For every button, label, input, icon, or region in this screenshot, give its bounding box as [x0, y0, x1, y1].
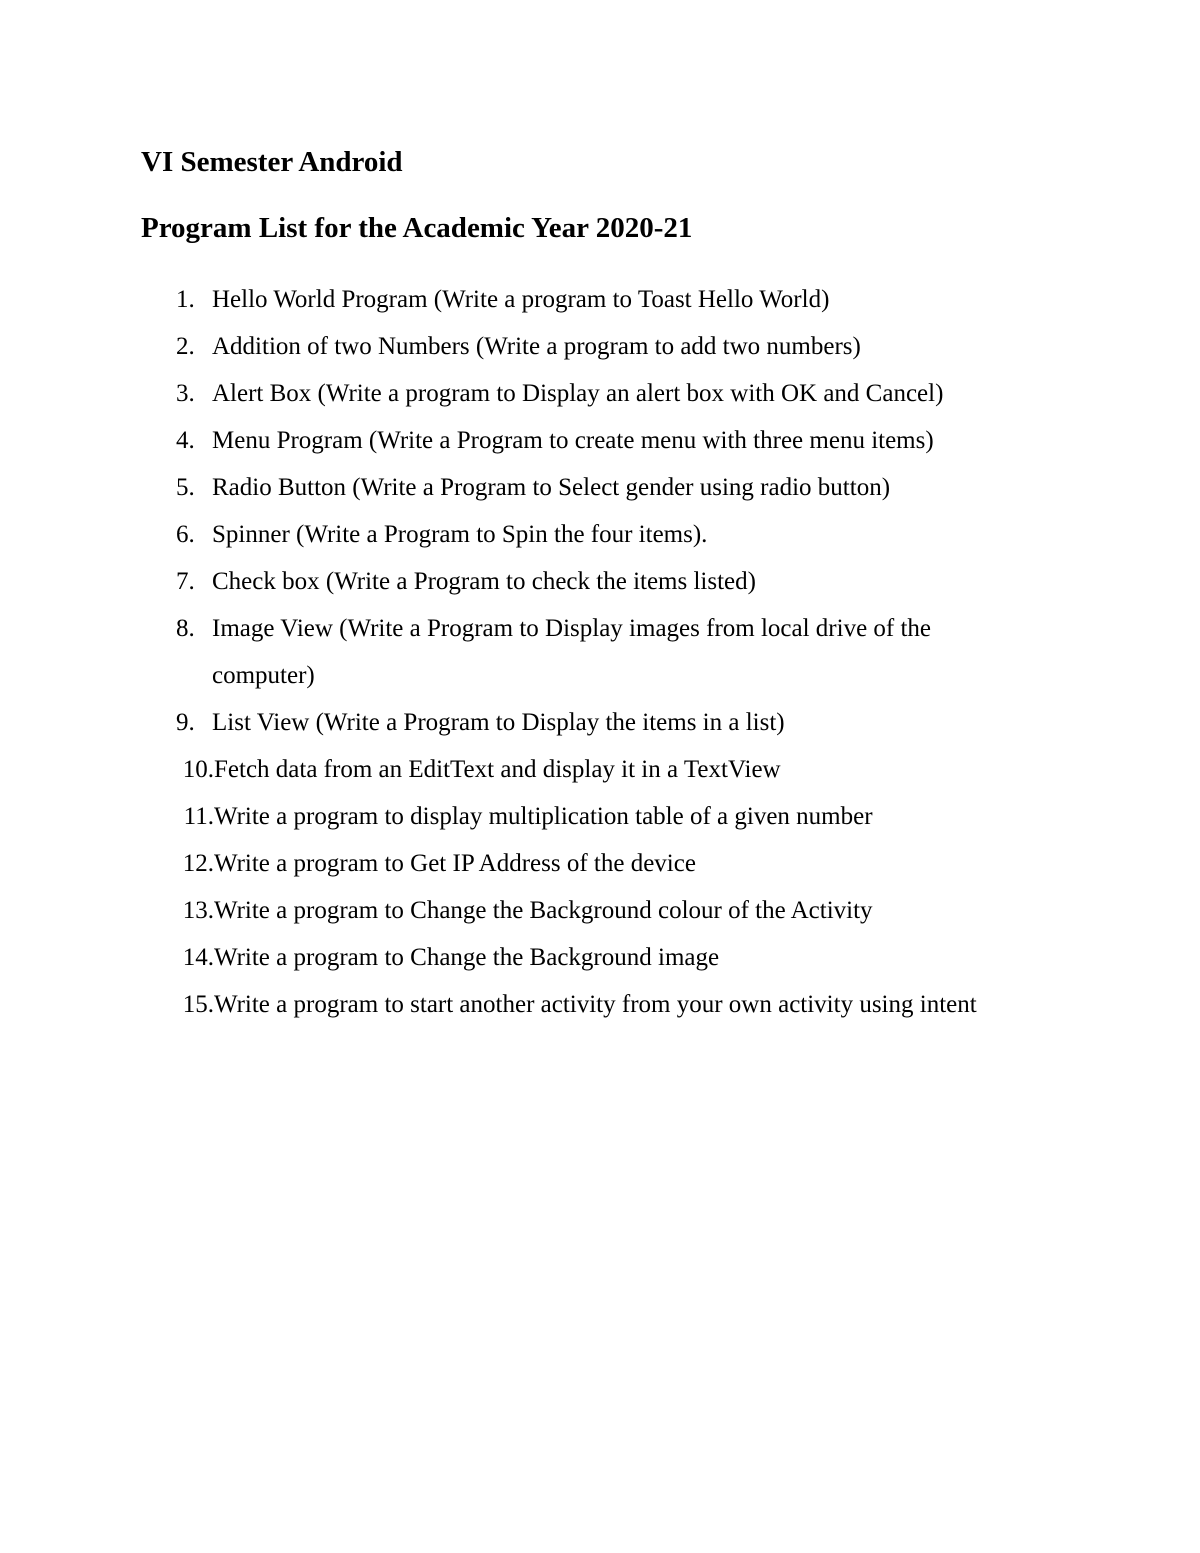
item-number: 5. — [176, 474, 195, 501]
item-text: Write a program to Change the Background colour of the Activity — [214, 897, 873, 924]
item-number: 2. — [176, 333, 195, 360]
item-text: Write a program to start another activity from your own activity using intent — [214, 991, 977, 1018]
item-text: List View (Write a Program to Display the items in a list) — [212, 709, 785, 736]
item-text: Write a program to display multiplication table of a given number — [214, 803, 873, 830]
item-number: 13. — [182, 897, 214, 924]
item-number: 3. — [176, 380, 195, 407]
item-number: 8. — [176, 615, 195, 642]
item-text: Image View (Write a Program to Display images from local drive of the — [212, 615, 932, 642]
item-number: 12. — [182, 850, 214, 877]
item-text: Spinner (Write a Program to Spin the four items). — [212, 521, 708, 548]
item-number: 4. — [176, 427, 195, 454]
item-text: Menu Program (Write a Program to create menu with three menu items) — [212, 427, 934, 454]
item-number: 11. — [183, 803, 214, 830]
item-text: Write a program to Change the Background image — [214, 944, 720, 971]
item-text-continued: computer) — [212, 662, 315, 689]
document-subtitle: Program List for the Academic Year 2020-21 — [141, 212, 693, 244]
item-number: 14. — [182, 944, 214, 971]
document-title: VI Semester Android — [141, 146, 403, 178]
item-number: 6. — [176, 521, 195, 548]
item-text: Write a program to Get IP Address of the device — [214, 850, 696, 877]
item-text: Radio Button (Write a Program to Select gender using radio button) — [212, 474, 891, 501]
item-text: Check box (Write a Program to check the items listed) — [212, 568, 756, 595]
item-number: 15. — [182, 991, 214, 1018]
item-number: 10. — [182, 756, 214, 783]
item-number: 1. — [176, 286, 195, 313]
item-text-block — [212, 613, 931, 692]
item-text: Fetch data from an EditText and display it in a TextView — [214, 756, 781, 783]
item-number: 9. — [176, 709, 195, 736]
item-text: Hello World Program (Write a program to Toast Hello World) — [212, 286, 830, 313]
item-text: Addition of two Numbers (Write a program to add two numbers) — [212, 333, 861, 360]
item-number: 7. — [176, 568, 195, 595]
item-text: Alert Box (Write a program to Display an alert box with OK and Cancel) — [212, 380, 944, 407]
